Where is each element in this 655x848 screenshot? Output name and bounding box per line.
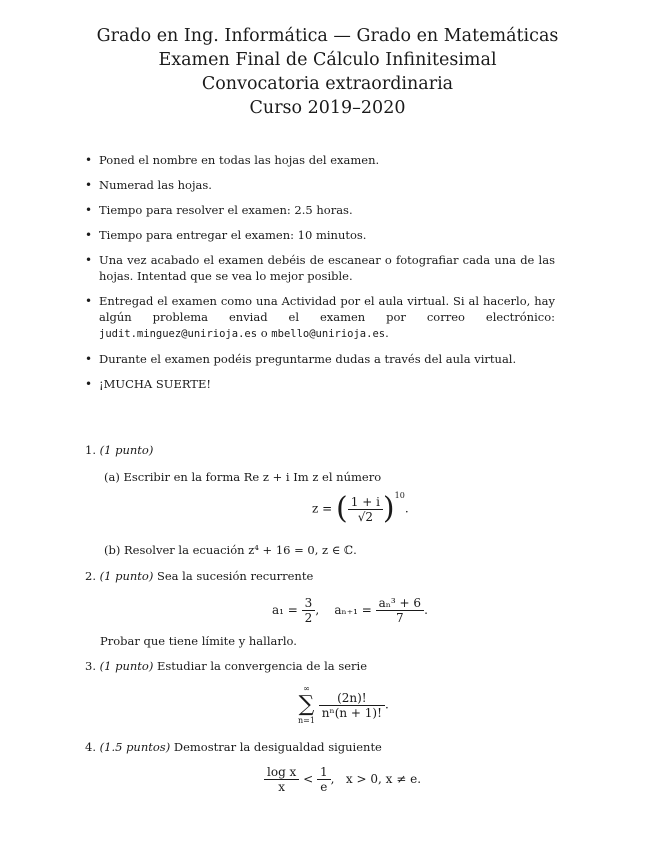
fraction-den: 7	[396, 611, 404, 625]
instruction-item: • Poned el nombre en todas las hojas del examen.	[85, 152, 555, 168]
part-label: (b)	[104, 543, 121, 557]
instructions-list	[85, 152, 555, 401]
problem-2-followup: Probar que tiene límite y hallarlo.	[100, 634, 297, 648]
inequality-conditions: x > 0, x ≠ e.	[345, 772, 422, 786]
fraction-den: x	[278, 780, 286, 794]
or-text: o	[257, 326, 272, 340]
submit-text: Entregad el examen como una Actividad por el aula virtual. Si al hacerlo, hay algún problema enviad el examen por correo electrónico:	[99, 294, 555, 324]
problem-text: Estudiar la convergencia de la serie	[156, 659, 368, 673]
problem-points: (1.5 puntos)	[99, 740, 171, 754]
problem-number: 2.	[85, 569, 96, 583]
instruction-item: • ¡MUCHA SUERTE!	[85, 376, 555, 392]
part-label: (a)	[104, 470, 120, 484]
email-link-2[interactable]: mbello@unirioja.es	[271, 328, 386, 340]
end-text: .	[385, 326, 389, 340]
instruction-item: • Durante el examen podéis preguntarme dudas a través del aula virtual.	[85, 351, 555, 367]
fraction	[317, 765, 331, 794]
formula-recurrence: a₁ = $\frac{3}{2}$ , aₙ₊₁ = $\frac{\text{aₙ³ + 6}}{7}$ .	[272, 596, 428, 625]
sigma-glyph: ∑	[298, 692, 315, 717]
fraction-num: 3	[302, 596, 316, 611]
email-link-1[interactable]: judit.minguez@unirioja.es	[99, 328, 258, 340]
fraction-num: 1 + i	[348, 495, 383, 510]
fraction-num: aₙ³ + 6	[376, 596, 424, 611]
fraction	[319, 691, 385, 720]
rec-lhs: aₙ₊₁ =	[334, 603, 372, 617]
fraction-num: log x	[264, 765, 299, 780]
instruction-item: • Tiempo para entregar el examen: 10 minutos.	[85, 227, 555, 243]
problem-text: Sea la sucesión recurrente	[156, 569, 314, 583]
problem-1a	[104, 469, 381, 485]
paren-open: (	[336, 491, 348, 526]
problem-number: 4.	[85, 740, 96, 754]
sum-lower: n=1	[298, 716, 315, 725]
part-text: Resolver la ecuación z⁴ + 16 = 0, z ∈ ℂ.	[124, 543, 357, 557]
problem-number: 3.	[85, 659, 96, 673]
problem-1-heading	[85, 442, 153, 458]
fraction	[302, 596, 316, 625]
problem-2-heading	[85, 568, 313, 584]
a1-lhs: a₁ =	[272, 603, 298, 617]
problem-points: (1 punto)	[99, 443, 154, 457]
sum-upper: ∞	[303, 684, 310, 693]
formula-series: ∞ ∑ n=1 $\frac{(2n)!}{\text{nⁿ(n + 1)!}}$ .	[298, 684, 389, 725]
problem-number: 1.	[85, 443, 96, 457]
problem-points: (1 punto)	[99, 659, 154, 673]
formula-exponent: 10	[394, 490, 405, 500]
part-text: Escribir en la forma Re z + i Im z el número	[123, 470, 382, 484]
formula-inequality: $\frac{\text{log x}}{x}$ < $\frac{1}{e}$ , x > 0, x ≠ e.	[264, 765, 421, 794]
fraction	[264, 765, 299, 794]
exam-header	[0, 24, 655, 120]
formula-lhs: z =	[312, 501, 333, 516]
exam-title: Examen Final de Cálculo Infinitesimal	[158, 50, 497, 70]
fraction-den: 2	[304, 611, 313, 625]
fraction-den: nⁿ(n + 1)!	[321, 705, 382, 720]
sum-symbol	[298, 684, 315, 726]
session-title: Convocatoria extraordinaria	[201, 74, 454, 94]
problem-1b	[104, 542, 357, 558]
instruction-item-submit	[85, 293, 555, 342]
problem-4-heading	[85, 739, 382, 755]
degree-title: Grado en Ing. Informática — Grado en Matemáticas	[96, 26, 559, 46]
formula-z: z = ( $\frac{1 + i}{√2}$ )$^{10}$.	[312, 490, 409, 526]
problem-3-heading	[85, 658, 367, 674]
fraction	[376, 596, 424, 625]
problem-points: (1 punto)	[99, 569, 154, 583]
instruction-item: • Tiempo para resolver el examen: 2.5 horas.	[85, 202, 555, 218]
fraction	[348, 495, 383, 524]
instruction-item: • Una vez acabado el examen debéis de escanear o fotografiar cada una de las hojas. Intentad que se vea lo mejor posible.	[85, 252, 555, 284]
paren-close: )	[382, 491, 395, 526]
instruction-item: • Numerad las hojas.	[85, 177, 555, 193]
fraction-den: √2	[357, 509, 373, 524]
fraction-den: e	[320, 780, 328, 794]
course-year: Curso 2019–2020	[249, 98, 406, 118]
fraction-num: 1	[317, 765, 331, 780]
fraction-num: (2n)!	[319, 691, 385, 706]
problem-text: Demostrar la desigualdad siguiente	[173, 740, 382, 754]
